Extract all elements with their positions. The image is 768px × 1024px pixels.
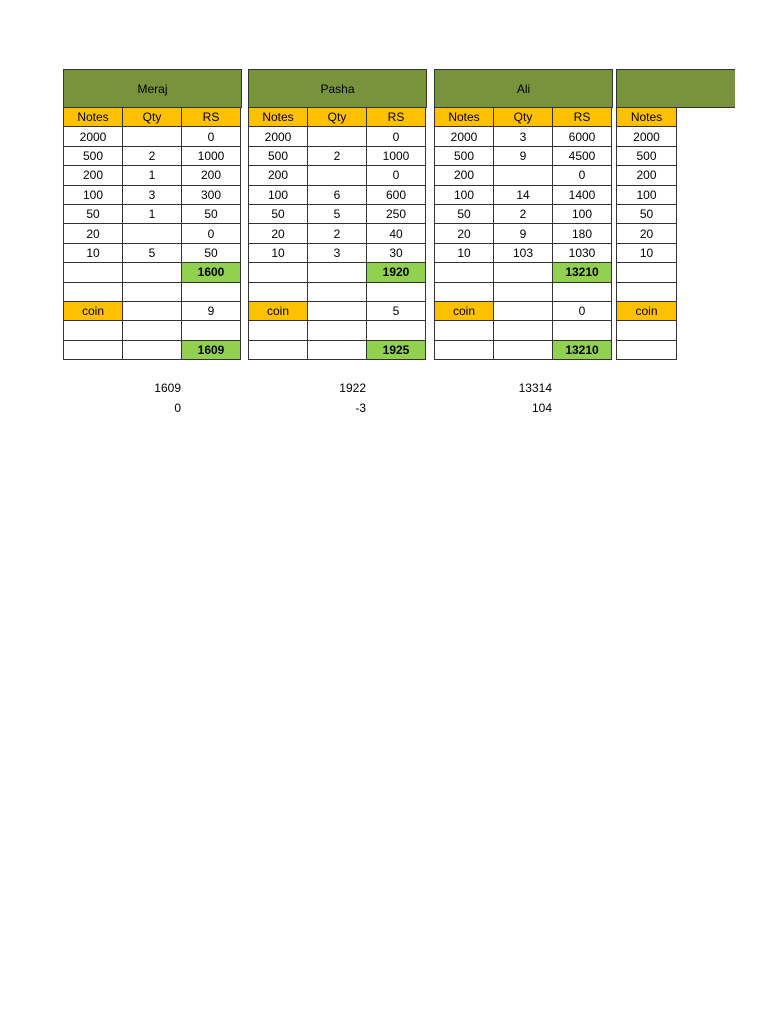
total-row <box>249 340 426 359</box>
coin-value: 9 <box>182 301 241 320</box>
table-cell: 50 <box>617 204 677 223</box>
empty-cell <box>249 321 308 340</box>
table-cell: 100 <box>249 185 308 204</box>
empty-cell <box>249 263 308 282</box>
table-cell: 4500 <box>553 146 612 165</box>
table-cell: 6 <box>308 185 367 204</box>
table-cell: 600 <box>367 185 426 204</box>
table-cell: 10 <box>249 243 308 262</box>
empty-cell <box>617 340 677 359</box>
blank-row <box>249 282 426 301</box>
empty-cell <box>617 263 677 282</box>
table-cell: 2000 <box>64 127 123 146</box>
check-value: 1922 <box>339 381 366 395</box>
column-header: Notes <box>617 108 677 127</box>
table-cell <box>308 166 367 185</box>
table-cell: 50 <box>182 243 241 262</box>
table-cell: 30 <box>367 243 426 262</box>
total-cell: 1925 <box>367 340 426 359</box>
block-title: Ali <box>434 69 613 108</box>
empty-cell <box>617 282 677 301</box>
table-row <box>249 243 426 262</box>
table-cell: 5 <box>308 204 367 223</box>
total-row <box>435 340 612 359</box>
table-row <box>435 166 612 185</box>
blank-row <box>435 321 612 340</box>
empty-cell <box>123 263 182 282</box>
empty-cell <box>64 340 123 359</box>
table-cell: 500 <box>617 146 677 165</box>
table-row <box>64 243 241 262</box>
table-cell: 9 <box>494 146 553 165</box>
table-row <box>64 127 241 146</box>
table-cell <box>123 224 182 243</box>
column-header: Qty <box>308 108 367 127</box>
blank-row <box>617 340 677 359</box>
column-header: Notes <box>64 108 123 127</box>
coin-label: coin <box>64 301 123 320</box>
blank-row <box>249 321 426 340</box>
table-cell: 0 <box>182 224 241 243</box>
table-row <box>617 185 677 204</box>
table-cell: 200 <box>182 166 241 185</box>
subtotal-row <box>435 263 612 282</box>
check-value: 13314 <box>518 381 552 395</box>
table-row <box>64 224 241 243</box>
table-cell <box>494 166 553 185</box>
subtotal-cell: 1920 <box>367 263 426 282</box>
coin-row <box>435 301 612 320</box>
table-row <box>435 224 612 243</box>
empty-cell <box>494 301 553 320</box>
table-row <box>249 127 426 146</box>
table-cell: 1000 <box>182 146 241 165</box>
column-header-row <box>64 108 241 127</box>
table-row <box>617 127 677 146</box>
column-header-row <box>435 108 612 127</box>
empty-cell <box>308 282 367 301</box>
empty-cell <box>367 321 426 340</box>
blank-row <box>617 321 677 340</box>
empty-cell <box>182 282 241 301</box>
block-table <box>248 107 426 360</box>
block-meraj <box>63 69 242 415</box>
table-cell: 50 <box>435 204 494 223</box>
empty-cell <box>123 340 182 359</box>
partial-block <box>616 107 677 360</box>
empty-cell <box>617 321 677 340</box>
table-cell: 3 <box>123 185 182 204</box>
empty-cell <box>182 321 241 340</box>
table-row <box>64 204 241 223</box>
empty-cell <box>435 340 494 359</box>
table-cell: 1030 <box>553 243 612 262</box>
table-row <box>249 185 426 204</box>
table-cell: 2000 <box>617 127 677 146</box>
coin-label: coin <box>617 301 677 320</box>
table-cell: 2 <box>494 204 553 223</box>
empty-cell <box>123 301 182 320</box>
table-row <box>617 166 677 185</box>
table-row <box>617 204 677 223</box>
table-cell: 2000 <box>435 127 494 146</box>
table-cell: 500 <box>64 146 123 165</box>
table-cell: 300 <box>182 185 241 204</box>
block-pasha <box>248 69 427 415</box>
empty-cell <box>308 301 367 320</box>
table-cell <box>308 127 367 146</box>
check-value: 1609 <box>154 381 181 395</box>
table-cell: 20 <box>64 224 123 243</box>
empty-cell <box>494 282 553 301</box>
empty-cell <box>64 282 123 301</box>
column-header: Qty <box>494 108 553 127</box>
blank-row <box>617 263 677 282</box>
table-cell: 500 <box>249 146 308 165</box>
table-cell: 20 <box>249 224 308 243</box>
coin-row <box>64 301 241 320</box>
table-cell: 5 <box>123 243 182 262</box>
table-row <box>249 224 426 243</box>
table-cell: 200 <box>617 166 677 185</box>
table-cell: 1000 <box>367 146 426 165</box>
empty-cell <box>123 321 182 340</box>
table-cell: 250 <box>367 204 426 223</box>
column-header: RS <box>367 108 426 127</box>
empty-cell <box>308 263 367 282</box>
subtotal-cell: 1600 <box>182 263 241 282</box>
block-table <box>434 107 612 360</box>
table-cell: 1 <box>123 204 182 223</box>
column-header: RS <box>182 108 241 127</box>
table-row <box>249 204 426 223</box>
blank-row <box>435 282 612 301</box>
table-cell: 50 <box>182 204 241 223</box>
empty-cell <box>553 282 612 301</box>
subtotal-cell: 13210 <box>553 263 612 282</box>
table-cell: 200 <box>249 166 308 185</box>
table-row <box>435 204 612 223</box>
total-cell: 13210 <box>553 340 612 359</box>
table-cell: 1 <box>123 166 182 185</box>
empty-cell <box>308 340 367 359</box>
column-header: RS <box>553 108 612 127</box>
subtotal-row <box>249 263 426 282</box>
coin-row <box>617 301 677 320</box>
table-row <box>64 185 241 204</box>
table-cell: 6000 <box>553 127 612 146</box>
table-row <box>435 185 612 204</box>
column-header: Notes <box>249 108 308 127</box>
empty-cell <box>435 282 494 301</box>
blank-row <box>64 321 241 340</box>
table-row <box>435 243 612 262</box>
column-header-row <box>249 108 426 127</box>
block-title: Pasha <box>248 69 427 108</box>
partial-block-header <box>616 69 735 108</box>
table-row <box>617 146 677 165</box>
table-row <box>64 146 241 165</box>
table-cell: 2 <box>308 146 367 165</box>
table-cell: 10 <box>64 243 123 262</box>
empty-cell <box>64 321 123 340</box>
table-cell: 0 <box>367 166 426 185</box>
table-cell: 103 <box>494 243 553 262</box>
table-cell: 0 <box>553 166 612 185</box>
block-table <box>63 107 241 360</box>
table-cell: 100 <box>553 204 612 223</box>
empty-cell <box>494 340 553 359</box>
table-row <box>435 127 612 146</box>
coin-label: coin <box>249 301 308 320</box>
difference-value: 104 <box>531 401 552 415</box>
difference-value: 0 <box>174 401 181 415</box>
total-row <box>64 340 241 359</box>
table-row <box>64 166 241 185</box>
table-cell: 50 <box>249 204 308 223</box>
table-cell: 20 <box>617 224 677 243</box>
table-cell: 9 <box>494 224 553 243</box>
table-cell <box>123 127 182 146</box>
table-cell: 10 <box>435 243 494 262</box>
table-cell: 3 <box>494 127 553 146</box>
table-cell: 3 <box>308 243 367 262</box>
empty-cell <box>435 263 494 282</box>
table-cell: 1400 <box>553 185 612 204</box>
blank-row <box>617 282 677 301</box>
table-row <box>617 224 677 243</box>
coin-value: 0 <box>553 301 612 320</box>
table-cell: 180 <box>553 224 612 243</box>
table-row <box>435 146 612 165</box>
blank-row <box>64 282 241 301</box>
empty-cell <box>249 340 308 359</box>
difference-value: -3 <box>355 401 366 415</box>
block-title: Meraj <box>63 69 242 108</box>
table-cell: 10 <box>617 243 677 262</box>
table-cell: 0 <box>367 127 426 146</box>
table-cell: 200 <box>64 166 123 185</box>
table-cell: 14 <box>494 185 553 204</box>
coin-row <box>249 301 426 320</box>
block-ali <box>434 69 613 415</box>
empty-cell <box>553 321 612 340</box>
column-header-row <box>617 108 677 127</box>
table-cell: 100 <box>435 185 494 204</box>
column-header: Notes <box>435 108 494 127</box>
total-cell: 1609 <box>182 340 241 359</box>
empty-cell <box>249 282 308 301</box>
table-cell: 100 <box>64 185 123 204</box>
table-cell: 2000 <box>249 127 308 146</box>
table-cell: 100 <box>617 185 677 204</box>
table-cell: 50 <box>64 204 123 223</box>
empty-cell <box>494 321 553 340</box>
table-cell: 40 <box>367 224 426 243</box>
partial-block-table <box>616 107 677 360</box>
empty-cell <box>123 282 182 301</box>
table-cell: 200 <box>435 166 494 185</box>
column-header: Qty <box>123 108 182 127</box>
coin-label: coin <box>435 301 494 320</box>
table-cell: 500 <box>435 146 494 165</box>
table-cell: 2 <box>123 146 182 165</box>
empty-cell <box>494 263 553 282</box>
table-row <box>249 146 426 165</box>
subtotal-row <box>64 263 241 282</box>
empty-cell <box>367 282 426 301</box>
empty-cell <box>308 321 367 340</box>
coin-value: 5 <box>367 301 426 320</box>
table-cell: 20 <box>435 224 494 243</box>
empty-cell <box>435 321 494 340</box>
table-row <box>249 166 426 185</box>
table-cell: 0 <box>182 127 241 146</box>
empty-cell <box>64 263 123 282</box>
table-cell: 2 <box>308 224 367 243</box>
table-row <box>617 243 677 262</box>
